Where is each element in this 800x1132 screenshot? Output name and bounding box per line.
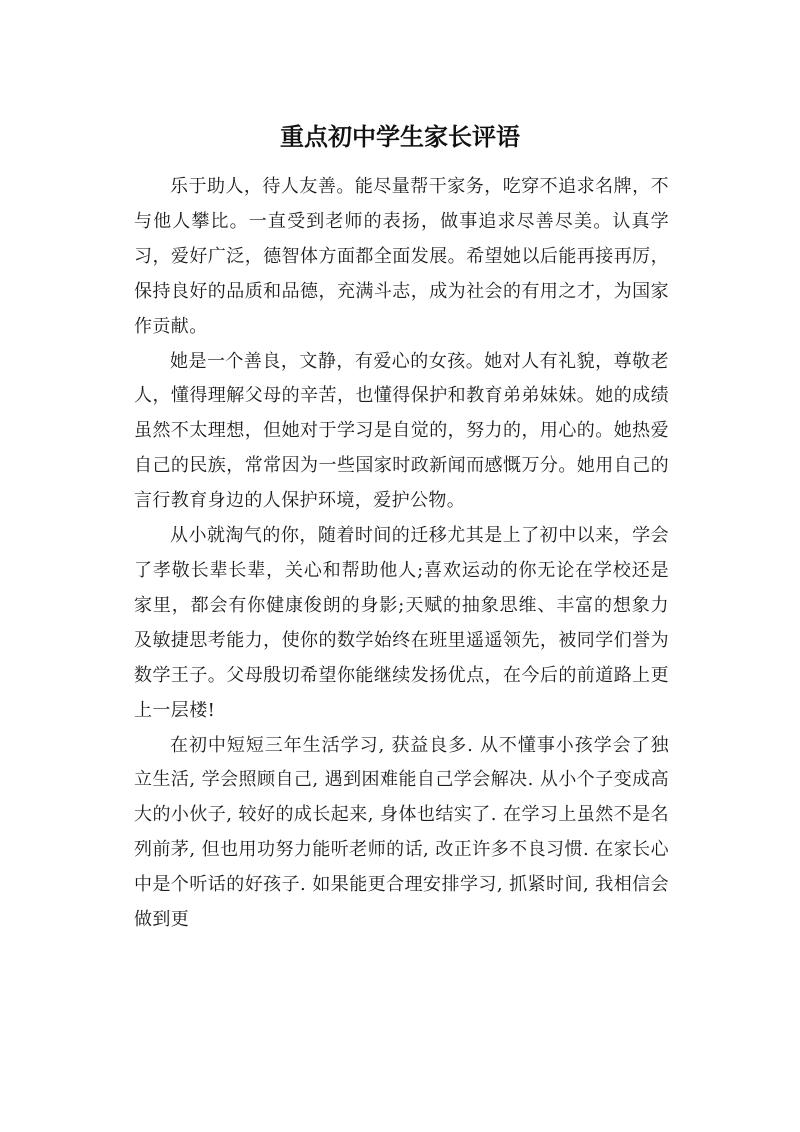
document-title: 重点初中学生家长评语 xyxy=(280,123,520,151)
paragraph-3: 从小就淘气的你，随着时间的迁移尤其是上了初中以来，学会了孝敬长辈长辈，关心和帮助他人;喜欢运动的你无论在学校还是家里，都会有你健康俊朗的身影;天赋的抽象思维、丰富的想象力及敏捷思考能力，使你的数学始终在班里遥遥领先，被同学们誉为数学王子。父母殷切希望你能继续发扬优点，在今后的前道路上更上一层楼! xyxy=(134,525,669,721)
paragraph-2: 她是一个善良，文静，有爱心的女孩。她对人有礼貌，尊敬老人，懂得理解父母的辛苦，也懂得保护和教育弟弟妹妹。她的成绩虽然不太理想，但她对于学习是自觉的，努力的，用心的。她热爱自己的民族，常常因为一些国家时政新闻而感慨万分。她用自己的言行教育身边的人保护环境，爱护公物。 xyxy=(134,350,669,512)
paragraph-1: 乐于助人，待人友善。能尽量帮干家务，吃穿不追求名牌，不与他人攀比。一直受到老师的表扬，做事追求尽善尽美。认真学习，爱好广泛，德智体方面都全面发展。希望她以后能再接再厉，保持良好的品质和品德，充满斗志，成为社会的有用之才，为国家作贡献。 xyxy=(134,176,669,337)
paragraph-4: 在初中短短三年生活学习, 获益良多. 从不懂事小孩学会了独立生活, 学会照顾自己, 遇到困难能自己学会解决. 从小个子变成高大的小伙子, 较好的成长起来, 身体也结实了. 在学习上虽然不是名列前茅, 但也用功努力能听老师的话, 改正许多不良习惯. 在家长心中是个听话的好孩子. 如果能更合理安排学习, 抓紧时间, 我相信会做到更 xyxy=(134,734,669,931)
document-body xyxy=(134,170,669,938)
